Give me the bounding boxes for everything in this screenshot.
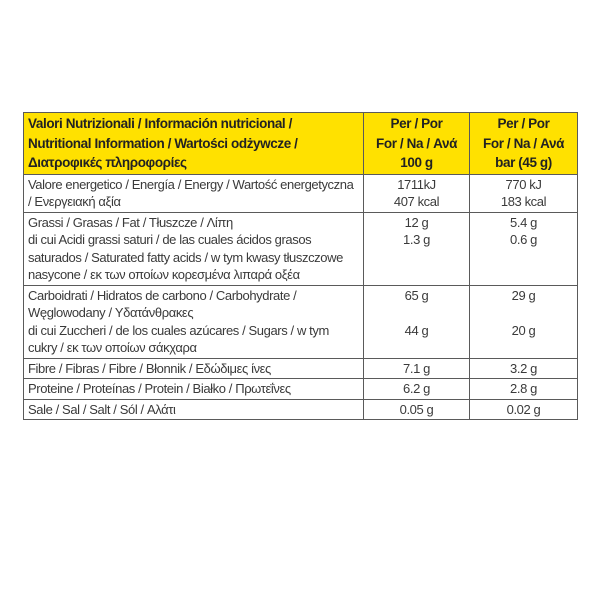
row-label-line: Fibre / Fibras / Fibre / Błonnik / Εδώδιμες ίνες (28, 360, 271, 376)
row-label-line: cukry / εκ των οποίων σάκχαρα (28, 340, 197, 355)
row-label (24, 212, 364, 285)
nutrition-table (23, 112, 578, 420)
table-row-fat (24, 212, 578, 285)
row-label (24, 174, 364, 212)
value-line: 0.02 g (506, 401, 541, 417)
table-row-protein (24, 379, 578, 400)
value-line: 7.1 g (403, 360, 430, 376)
header-col2-line: For / Na / Ανά (483, 135, 564, 151)
header-per-100g-cell (364, 113, 470, 175)
value-line: 20 g (511, 322, 536, 338)
header-per-bar-cell (470, 113, 578, 175)
value-line: 6.2 g (403, 381, 430, 396)
row-label-line: Węglowodany / Υδατάνθρακες (28, 305, 194, 320)
header-col1-line: For / Na / Ανά (376, 135, 457, 151)
row-label-line: Proteine / Proteínas / Protein / Białko / Πρωτεΐνες (28, 381, 291, 396)
value-line: 0.05 g (399, 401, 434, 417)
value-line: 183 kcal (500, 194, 547, 209)
value-spacer (368, 304, 465, 322)
row-label-line: nasycone / εκ των οποίων κορεσμένα λιπαρά οξέα (28, 267, 300, 282)
row-value-per-100g (364, 358, 470, 379)
table-row-salt (24, 399, 578, 420)
row-value-per-bar (470, 212, 578, 285)
header-label-line: Nutritional Information / Wartości odżywcze / (28, 135, 298, 151)
row-label (24, 379, 364, 400)
header-label-line: Valori Nutrizionali / Información nutricional / (28, 116, 292, 131)
row-label-line: di cui Acidi grassi saturi / de las cuales ácidos grasos (28, 232, 312, 247)
row-label-line: / Ενεργειακή αξία (28, 194, 121, 209)
header-label-line: Διατροφικές πληροφορίες (28, 155, 187, 170)
row-value-per-100g (364, 174, 470, 212)
header-label-cell (24, 113, 364, 175)
row-value-per-100g (364, 212, 470, 285)
header-col1-line: 100 g (400, 155, 433, 170)
row-label-line: di cui Zuccheri / de los cuales azúcares / Sugars / w tym (28, 322, 329, 338)
header-col1-line: Per / Por (390, 116, 443, 131)
header-col2-line: Per / Por (497, 116, 550, 131)
value-line: 5.4 g (510, 214, 537, 230)
row-value-per-bar (470, 174, 578, 212)
nutrition-label (23, 112, 577, 420)
value-line: 1711kJ (397, 176, 436, 192)
table-row-energy (24, 174, 578, 212)
row-label-line: Valore energetico / Energía / Energy / Wartość energetyczna (28, 176, 354, 192)
row-value-per-bar (470, 399, 578, 420)
row-value-per-bar (470, 358, 578, 379)
value-line: 770 kJ (505, 176, 542, 192)
value-line: 2.8 g (510, 381, 537, 396)
value-line: 12 g (404, 214, 429, 230)
row-label-line: Sale / Sal / Salt / Sól / Αλάτι (28, 401, 176, 417)
row-value-per-100g (364, 285, 470, 358)
row-label (24, 399, 364, 420)
row-value-per-100g (364, 379, 470, 400)
value-spacer (474, 304, 573, 322)
row-value-per-bar (470, 285, 578, 358)
table-row-fibre (24, 358, 578, 379)
row-label-line: Grassi / Grasas / Fat / Tłuszcze / Λίπη (28, 214, 233, 230)
row-value-per-bar (470, 379, 578, 400)
row-label (24, 285, 364, 358)
table-row-carbohydrate (24, 285, 578, 358)
row-label-line: saturados / Saturated fatty acids / w tym kwasy tłuszczowe (28, 249, 343, 265)
value-line: 29 g (511, 287, 536, 303)
row-label-line: Carboidrati / Hidratos de carbono / Carbohydrate / (28, 287, 297, 303)
row-label (24, 358, 364, 379)
value-line: 44 g (404, 322, 429, 338)
value-line: 65 g (404, 287, 429, 303)
value-line: 0.6 g (510, 232, 537, 247)
value-line: 407 kcal (393, 194, 440, 209)
header-col2-line: bar (45 g) (495, 155, 552, 170)
row-value-per-100g (364, 399, 470, 420)
value-line: 3.2 g (510, 360, 537, 376)
value-line: 1.3 g (403, 232, 430, 247)
header-row (24, 113, 578, 175)
